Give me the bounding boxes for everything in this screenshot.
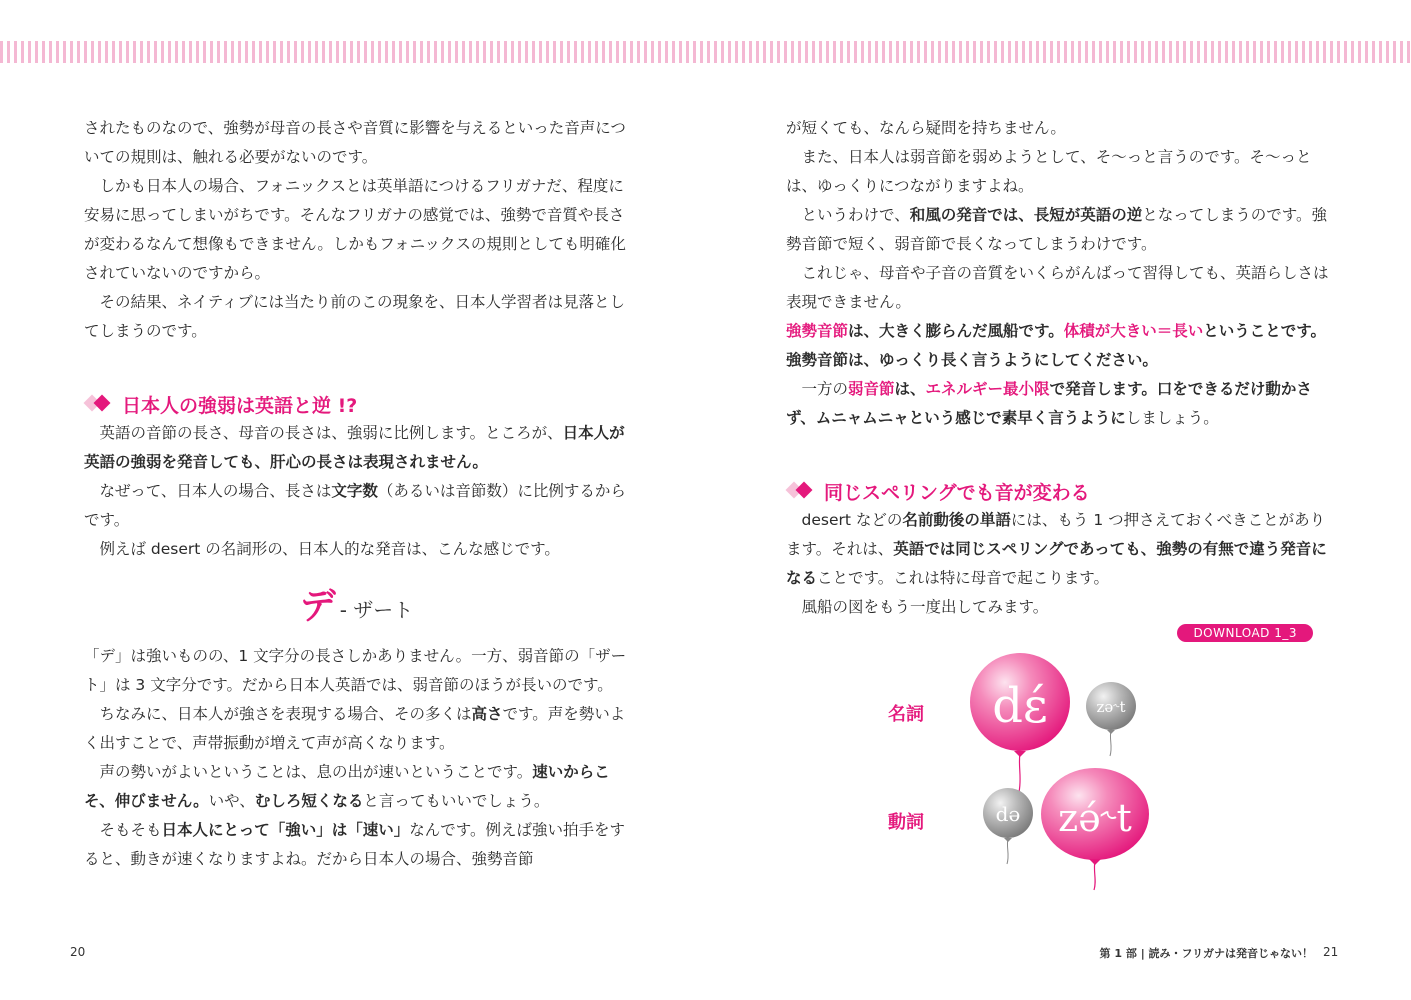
paragraph: 一方の弱音節は、エネルギー最小限で発音します。口をできるだけ動かさず、ムニャムニャという感じで素早く言うようにしましょう。 (786, 380, 1312, 427)
paragraph: desert などの名前動後の単語には、もう 1 つ押さえておくべきことがあります。それは、英語では同じスペリングであっても、強勢の有無で違う発音になることです。これは特に母音で起こります。 (786, 511, 1327, 587)
paragraph: その結果、ネイティブには当たり前のこの現象を、日本人学習者は見落としてしまうのです。 (84, 293, 625, 340)
noun-stressed-balloon (970, 653, 1070, 792)
diamond-bullet-icon (786, 481, 816, 501)
section-heading (84, 389, 629, 419)
top-decorative-stripe (0, 41, 1411, 63)
paragraph: されたものなので、強勢が母音の長さや音質に影響を与えるといった音声についての規則は、触れる必要がないのです。 (84, 119, 626, 166)
left-page-body (84, 114, 629, 874)
verb-big-text: zə́˞t (1058, 796, 1132, 840)
paragraph: 例えば desert の名詞形の、日本人的な発音は、こんな感じです。 (84, 540, 560, 558)
verb-label: 動詞 (888, 812, 924, 833)
paragraph: なぜって、日本人の場合、長さは文字数（あるいは音節数）に比例するからです。 (84, 482, 626, 529)
noun-small-text: zə˞t (1096, 698, 1126, 716)
paragraph: というわけで、和風の発音では、長短が英語の逆となってしまうのです。強勢音節で短く、弱音節で長くなってしまうわけです。 (786, 206, 1327, 253)
verb-unstressed-balloon (983, 788, 1033, 864)
paragraph: そもそも日本人にとって「強い」は「速い」なんです。例えば強い拍手をすると、動きが速くなりますよね。だから日本人の場合、強勢音節 (84, 821, 625, 868)
verb-small-text: də (995, 802, 1021, 826)
section-heading-text: 同じスペリングでも音が変わる (824, 481, 1090, 504)
weak-syllable: - ザート (339, 597, 414, 622)
strong-syllable: デ (299, 585, 336, 627)
paragraph: 声の勢いがよいということは、息の出が速いということです。速いからこそ、伸びません。いや、むしろ短くなると言ってもいいでしょう。 (84, 763, 610, 810)
balloon-figure (786, 642, 1331, 892)
paragraph: ちなみに、日本人が強さを表現する場合、その多くは高さです。声を勢いよく出すことで、声帯振動が増えて声が高くなります。 (84, 705, 626, 752)
section-heading-text: 日本人の強弱は英語と逆 !? (122, 394, 358, 417)
paragraph: が短くても、なんら疑問を持ちません。 (786, 119, 1066, 137)
verb-stressed-balloon (1041, 768, 1149, 890)
noun-big-text: dɛ́ (992, 678, 1048, 734)
paragraph: しかも日本人の場合、フォニックスとは英単語につけるフリガナだ、程度に安易に思ってしまいがちです。そんなフリガナの感覚では、強勢で音質や長さが変わるなんて想像もできません。しかもフォニックスの規則としても明確化されていないのですから。 (84, 177, 626, 282)
paragraph: また、日本人は弱音節を弱めようとして、そ〜っと言うのです。そ〜っとは、ゆっくりにつながりますよね。 (786, 148, 1312, 195)
page-number-right: 21 (1323, 945, 1339, 959)
noun-unstressed-balloon (1086, 682, 1136, 756)
running-footer-title: 第 1 部 | 読み・フリガナは発音じゃない！ (1099, 947, 1313, 960)
pronunciation-example (84, 564, 629, 642)
right-page-body (786, 114, 1331, 892)
paragraph: 風船の図をもう一度出してみます。 (786, 598, 1049, 616)
paragraph: 強勢音節は、大きく膨らんだ風船です。体積が大きい＝長いということです。強勢音節は、ゆっくり長く言うようにしてください。 (786, 322, 1327, 369)
diamond-bullet-icon (84, 394, 114, 414)
paragraph: 「デ」は強いものの、1 文字分の長さしかありません。一方、弱音節の「ザート」は 3 文字分です。だから日本人英語では、弱音節のほうが長いのです。 (84, 647, 627, 694)
noun-label: 名詞 (888, 704, 924, 725)
download-badge: DOWNLOAD 1_3 (1177, 624, 1313, 642)
paragraph: これじゃ、母音や子音の音質をいくらがんばって習得しても、英語らしさは表現できません。 (786, 264, 1329, 311)
section-heading (786, 476, 1331, 506)
paragraph: 英語の音節の長さ、母音の長さは、強弱に比例します。ところが、日本人が英語の強弱を発音しても、肝心の長さは表現されません。 (84, 424, 625, 471)
balloon-diagram (786, 642, 1331, 892)
page-number-left: 20 (70, 945, 86, 959)
